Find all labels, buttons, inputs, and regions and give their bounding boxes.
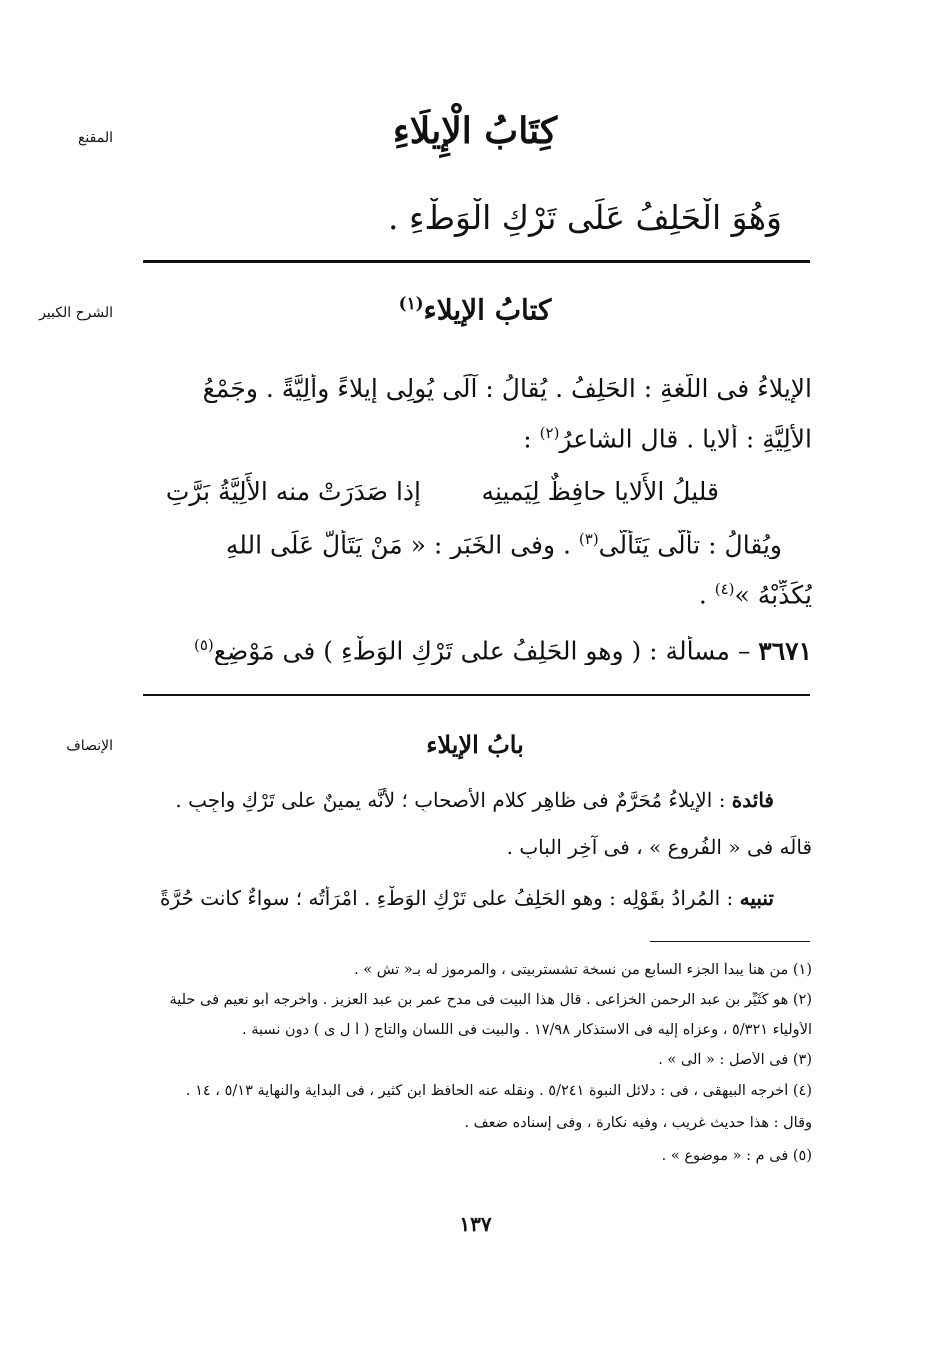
footnote-2: (٢) هو كُثَيِّر بن عبد الرحمن الخزاعى . قال هذا البيت فى مدح عمر بن عبد العزيز . وأخرجه أبو نعيم فى حلية (169, 992, 812, 1008)
sharh-line-1: الإيلاءُ فى اللُّغةِ : الحَلِفُ . يُقالُ : آلَى يُولِى إيلاءً وأَلِيَّةً . وجَمْعُ (202, 374, 812, 403)
sharh-line-4 (140, 580, 812, 609)
sharh-title-block (140, 293, 810, 326)
insaf-faida-line-2: قالَه فى « الفُروعِ » ، فى آخِرِ البابِ . (506, 835, 812, 859)
muqni-title: كِتَابُ الْإِيلَاءِ (392, 110, 558, 152)
section-divider-thick (143, 260, 810, 263)
footnote-marker-3: (٣) (578, 530, 599, 548)
footnote-marker-1: (١) (398, 293, 424, 313)
tanbih-text: : المُرادُ بقَوْلِه : وهو الحَلِفُ على تَرْكِ الوَطْءِ . امْرَأَتُه ؛ سواءٌ كانت حُرَّةً (159, 886, 740, 910)
side-label-insaf: الإنصاف (66, 738, 113, 754)
footnote-2-cont: الأولياء ٥/٣٢١ ، وعزاه إليه فى الاستذكار ١٧/٩٨ . والبيت فى اللسان والتاج ( أ ل ى ) دون نسبة . (242, 1022, 812, 1038)
sharh-title: كتابُ الإيلاء (423, 293, 552, 327)
verse-hemistich-left: إذا صَدَرَتْ منه الأَلِيَّةُ بَرَّتِ (165, 477, 421, 506)
footnote-3: (٣) فى الأصل : « آلى » . (658, 1052, 812, 1068)
insaf-tanbih-line (140, 886, 812, 910)
sharh-line-2 (140, 424, 812, 453)
side-label-sharh: الشرح الكبير (39, 305, 113, 321)
tanbih-label: تنبيه (739, 886, 774, 910)
masala-number: ٣٦٧١ (758, 636, 812, 666)
muqni-line: وَهُوَ الْحَلِفُ عَلَى تَرْكِ الْوَطْءِ . (388, 198, 782, 237)
verse-hemistich-right: قليلُ الأَلايا حافِظٌ لِيَمينِه (481, 477, 719, 506)
footnote-4: (٤) أخرجه البيهقى ، فى : دلائل النبوة ٥/٢٤١ . ونقله عنه الحافظ ابن كثير ، فى البداية والنهاية ٥/١٣ ، ١٤ . (185, 1083, 812, 1099)
masala-text: – مسألة : ( وهو الحَلِفُ على تَرْكِ الوَطْءِ ) فى مَوْضِعٍ (213, 636, 759, 666)
insaf-faida-line (140, 788, 812, 812)
faida-text: : الإيلاءُ مُحَرَّمٌ فى ظاهِرِ كلامِ الأصحابِ ؛ لأنَّه يمينٌ على تَرْكِ واجِبٍ . (175, 788, 732, 812)
section-divider-thin (143, 694, 810, 696)
sharh-line-3 (140, 530, 812, 559)
insaf-title: بابُ الإيلاء (426, 730, 524, 759)
footnote-marker-5: (٥) (193, 636, 214, 654)
side-label-muqni: المقنع (77, 130, 113, 146)
masala-line (140, 636, 812, 665)
sharh-line-2-end: : (523, 424, 540, 454)
sharh-line-3-text: ويُقالُ : تألَّى يَتَألَّى (598, 530, 782, 560)
footnote-1: (١) من هنا يبدأ الجزء السابع من نسخة تشستربيتى ، والمرموز له بـ« تش » . (354, 962, 812, 978)
footnote-4-cont: وقال : هذا حديث غريب ، وفيه نكارة ، وفى إسناده ضعف . (464, 1115, 812, 1131)
footnote-5: (٥) فى م : « موضوع » . (661, 1148, 812, 1164)
footnote-marker-4: (٤) (714, 580, 735, 598)
sharh-line-2-text: الأَلِيَّةِ : ألايا . قال الشاعرُ (559, 424, 812, 454)
faida-label: فائدة (731, 788, 774, 812)
page-number: ١٣٧ (459, 1212, 492, 1236)
footnote-separator (650, 941, 810, 942)
sharh-line-3-rest: . وفى الخَبَرِ : « مَنْ يَتَأَلَّ عَلَى اللهِ (225, 530, 571, 560)
sharh-line-4-end: . (698, 580, 715, 610)
footnote-marker-2: (٢) (539, 424, 560, 442)
sharh-line-4-text: يُكَذِّبْهُ » (734, 580, 812, 610)
